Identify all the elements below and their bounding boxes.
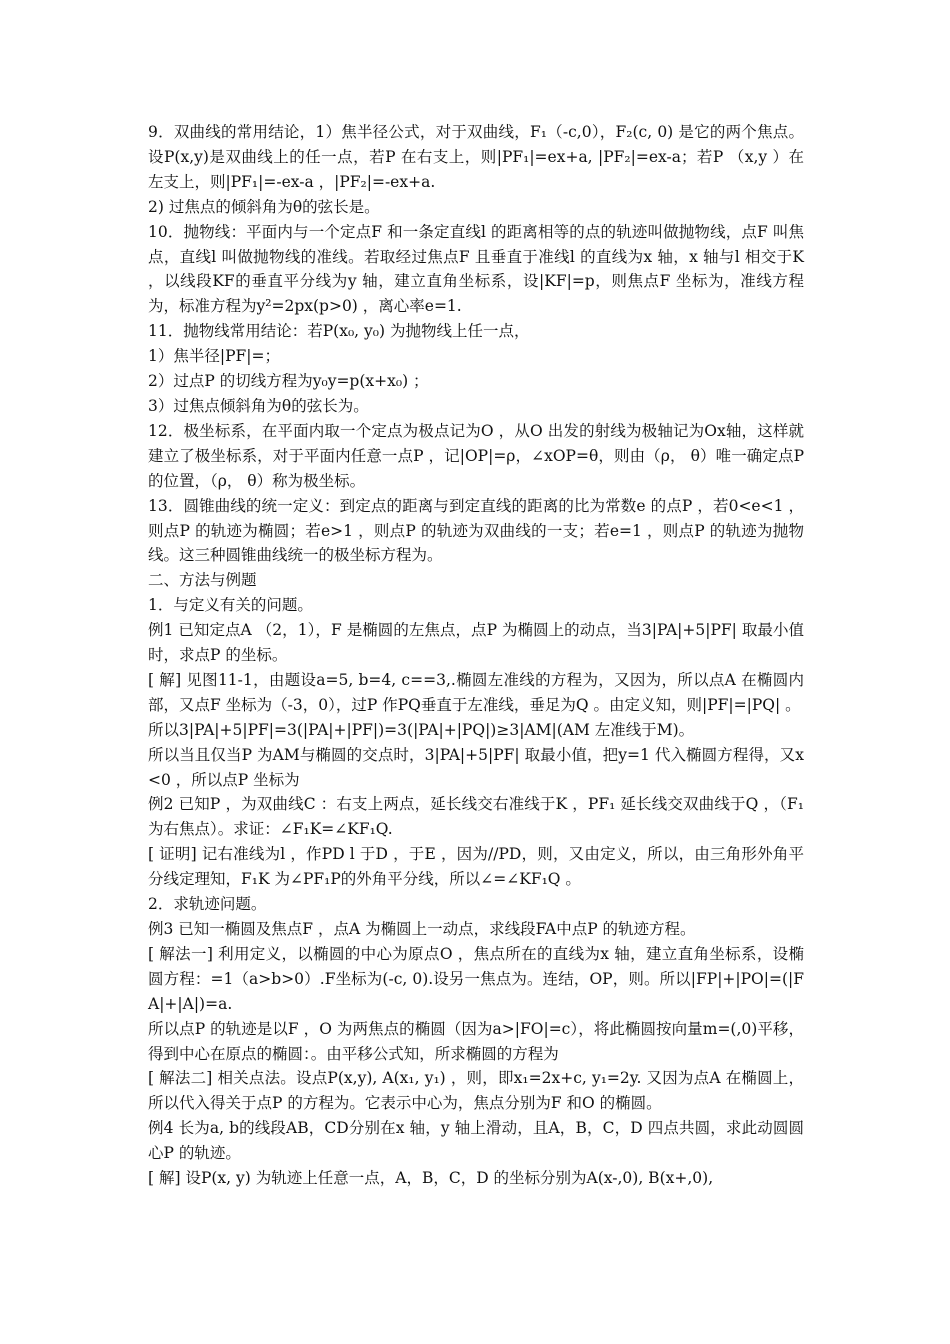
example: 例3 已知一椭圆及焦点F ，点A 为椭圆上一动点，求线段FA中点P 的轨迹方程。 <box>148 920 696 938</box>
solution: [ 解] 见图11-1，由题设a=5, b=4, c==3,.椭圆左准线的方程为，又因为，所以点A 在椭圆内部，又点F 坐标为（-3，0），过P 作PQ垂直于左准线，垂足为Q 。由定义知，则|PF|=|PQ| 。 <box>148 670 804 714</box>
paragraph: 1）焦半径|PF|=； <box>148 347 280 366</box>
paragraph: 3）过焦点倾斜角为θ的弦长为。 <box>148 396 369 415</box>
proof: [ 证明] 记右准线为l ，作PD l 于D ，于E ，因为//PD，则，又由定义，所以，由三角形外角平分线定理知，F₁K 为∠PF₁P的外角平分线，所以∠=∠KF₁Q 。 <box>148 845 804 889</box>
paragraph: 12．极坐标系，在平面内取一个定点为极点记为O ，从O 出发的射线为极轴记为Ox轴，这样就建立了极坐标系，对于平面内任意一点P ，记|OP|=ρ，∠xOP=θ，则由（ρ， θ）唯一确定点P 的位置，（ρ， θ）称为极坐标。 <box>148 421 804 490</box>
section-heading: 二、方法与例题 <box>148 571 257 590</box>
paragraph: 11．抛物线常用结论：若P(x₀, y₀) 为抛物线上任一点， <box>148 322 530 341</box>
paragraph: 所以3|PA|+5|PF|=3(|PA|+|PF|)=3(|PA|+|PQ|)≥3|AM|(AM 左准线于M)。 <box>148 720 695 739</box>
subsection-heading: 2．求轨迹问题。 <box>148 895 267 914</box>
solution: [ 解法一] 利用定义，以椭圆的中心为原点O ，焦点所在的直线为x 轴，建立直角坐标系，设椭圆方程：=1（a>b>0）.F坐标为(-c, 0).设另一焦点为。连结，OP，则。所以|FP|+|PO|=(|FA|+|A|)=a. <box>148 944 804 1013</box>
solution: [ 解] 设P(x, y) 为轨迹上任意一点，A，B，C，D 的坐标分别为A(x-,0), B(x+,0), <box>148 1169 714 1188</box>
example: 例2 已知P ，为双曲线C ：右支上两点，延长线交右准线于K ，PF₁ 延长线交双曲线于Q ，（F₁为右焦点）。求证：∠F₁K=∠KF₁Q. <box>148 795 804 839</box>
example: 例4 长为a, b的线段AB，CD分别在x 轴，y 轴上滑动，且A，B，C，D 四点共圆，求此动圆圆心P 的轨迹。 <box>148 1119 804 1163</box>
solution: [ 解法二] 相关点法。设点P(x,y), A(x₁, y₁) ，则，即x₁=2x+c, y₁=2y. 又因为点A 在椭圆上，所以代入得关于点P 的方程为。它表示中心为，焦点分别为F 和O 的椭圆。 <box>148 1069 804 1113</box>
paragraph: 所以点P 的轨迹是以F ，O 为两焦点的椭圆（因为a>|FO|=c），将此椭圆按向量m=(,0)平移，得到中心在原点的椭圆：。由平移公式知，所求椭圆的方程为 <box>148 1019 804 1063</box>
paragraph: 2) 过焦点的倾斜角为θ的弦长是。 <box>148 197 380 216</box>
paragraph: 所以当且仅当P 为AM与椭圆的交点时，3|PA|+5|PF| 取最小值，把y=1 代入椭圆方程得，又x<0 ，所以点P 坐标为 <box>148 745 804 789</box>
subsection-heading: 1．与定义有关的问题。 <box>148 596 313 615</box>
document-body <box>148 120 804 1191</box>
paragraph: 9．双曲线的常用结论，1）焦半径公式，对于双曲线，F₁（-c,0），F₂(c, 0) 是它的两个焦点。设P(x,y)是双曲线上的任一点，若P 在右支上，则|PF₁|=ex+a, |PF₂|=ex-a；若P （x,y ）在左支上，则|PF₁|=-ex-a ，|PF₂|=-ex+a. <box>148 123 804 191</box>
paragraph: 13．圆锥曲线的统一定义：到定点的距离与到定直线的距离的比为常数e 的点P ，若0<e<1 ，则点P 的轨迹为椭圆；若e>1 ，则点P 的轨迹为双曲线的一支；若e=1 ，则点P 的轨迹为抛物线。这三种圆锥曲线统一的极坐标方程为。 <box>148 496 804 565</box>
example: 例1 已知定点A （2，1），F 是椭圆的左焦点，点P 为椭圆上的动点，当3|PA|+5|PF| 取最小值时，求点P 的坐标。 <box>148 621 804 665</box>
paragraph: 2）过点P 的切线方程为y₀y=p(x+x₀) ； <box>148 372 429 391</box>
paragraph: 10．抛物线：平面内与一个定点F 和一条定直线l 的距离相等的点的轨迹叫做抛物线，点F 叫焦点，直线l 叫做抛物线的准线。若取经过焦点F 且垂直于准线l 的直线为x 轴，x 轴与l 相交于K ，以线段KF的垂直平分线为y 轴，建立直角坐标系，设|KF|=p，则焦点F 坐标为，准线方程为，标准方程为y²=2px(p>0) ，离心率e=1. <box>148 222 804 316</box>
